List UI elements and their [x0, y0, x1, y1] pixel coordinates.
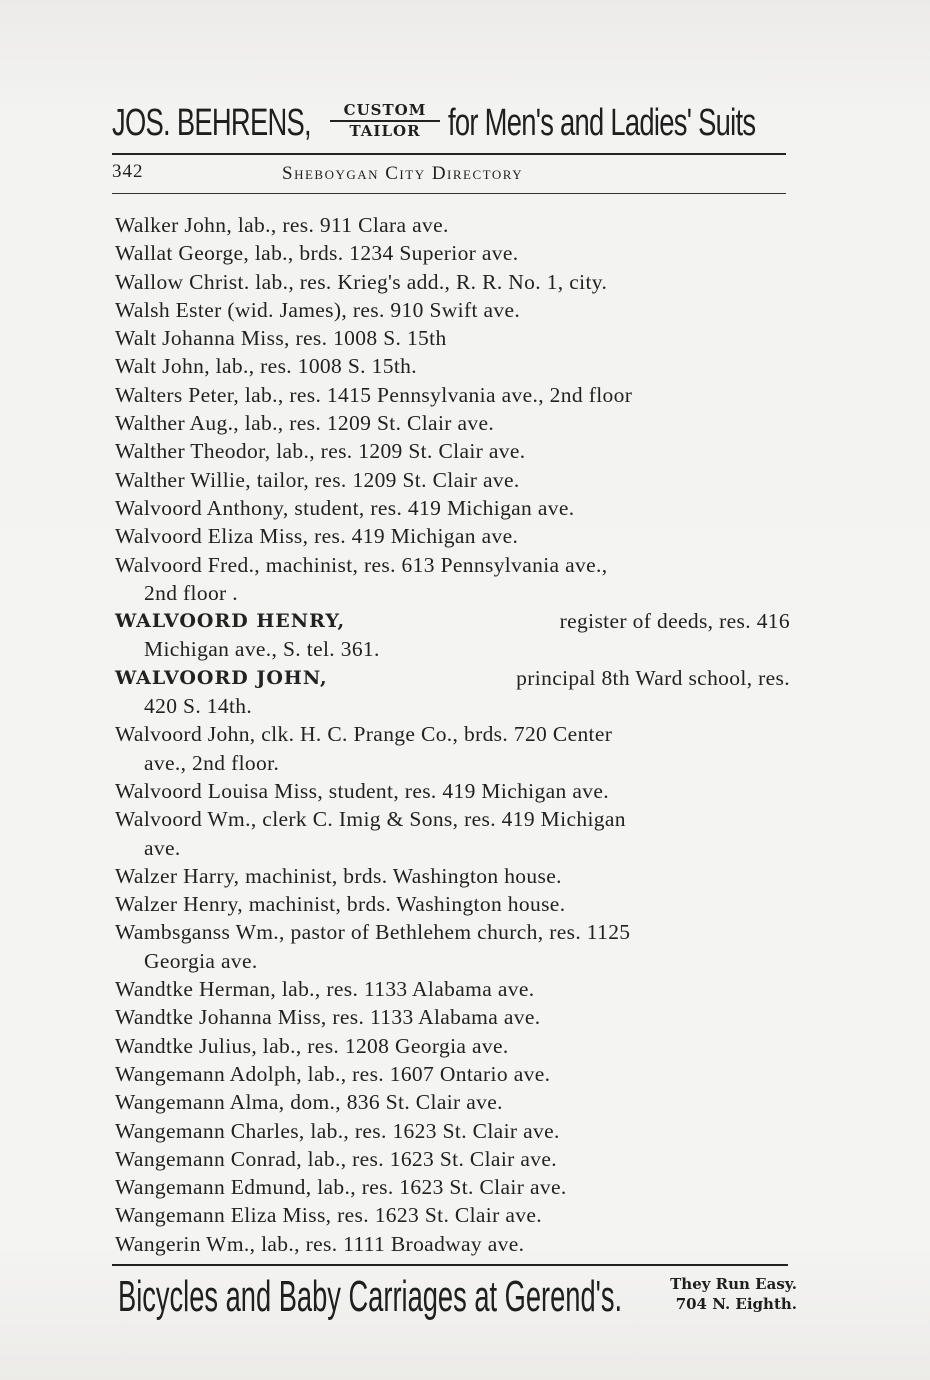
entry-name: Walvoord Wm., [115, 807, 257, 832]
entry-first-line [115, 664, 790, 692]
entry-details: lab., res. 1111 Broadway ave. [261, 1231, 525, 1256]
entry-first-line [115, 779, 609, 803]
header-advertisement [112, 98, 788, 154]
directory-entries [115, 211, 790, 1258]
entry-details: register of deeds, res. 416 [559, 609, 790, 634]
entry-name: Wangerin Wm., [115, 1231, 256, 1256]
entry-details: lab., res. 1623 St. Clair ave. [307, 1146, 557, 1171]
entry-name: Walvoord Eliza [115, 524, 254, 549]
entry-first-line [115, 977, 534, 1001]
entry-name: Walker John, [115, 213, 233, 237]
footer-slogan: Bicycles and Baby Carriages at Gerend's. [118, 1272, 623, 1321]
running-head-rule [112, 193, 786, 194]
directory-entry [115, 1003, 790, 1031]
footer-side-line-1: They Run Easy. [670, 1275, 797, 1293]
directory-entry [115, 1230, 790, 1258]
directory-entry [115, 522, 790, 550]
entry-name: WALVOORD JOHN, [115, 666, 328, 689]
directory-entry [115, 720, 790, 777]
entry-first-line [115, 241, 519, 265]
entry-details: lab., res. 1208 Georgia ave. [262, 1033, 509, 1058]
tailor-label: TAILOR [349, 122, 421, 140]
entry-details: lab., brds. 1234 Superior ave. [254, 241, 519, 266]
entry-name: Wandtke Julius, [115, 1033, 258, 1058]
entry-first-line [115, 864, 562, 888]
directory-entry [115, 466, 790, 494]
entry-name: Walvoord John, [115, 722, 256, 747]
directory-entry [115, 1032, 790, 1060]
directory-entry [115, 352, 790, 380]
entry-first-line [115, 1175, 567, 1199]
entry-first-line [115, 607, 790, 635]
entry-details: student, res. 419 Michigan ave. [294, 495, 575, 520]
entry-details: lab., res. Krieg's add., R. R. No. 1, city. [255, 269, 608, 294]
running-head [112, 161, 786, 187]
entry-name: Wallow Christ. [115, 269, 250, 294]
directory-entry [115, 551, 790, 608]
directory-entry [115, 1201, 790, 1229]
directory-entry [115, 296, 790, 324]
entry-continuation: ave. [144, 835, 181, 860]
entry-continuation: Michigan ave., S. tel. 361. [144, 637, 380, 662]
entry-name: Wangemann Charles, [115, 1118, 305, 1143]
custom-tailor-stack [330, 101, 440, 141]
entry-name: Wandtke Herman, [115, 977, 277, 1002]
entry-first-line [115, 354, 417, 378]
entry-name: Wangemann Conrad, [115, 1146, 302, 1171]
entry-details: lab., res. 1209 St. Clair ave. [244, 411, 495, 436]
entry-details: clk. H. C. Prange Co., brds. 720 Center [261, 722, 613, 747]
entry-details: Miss, res. 1133 Alabama ave. [277, 1005, 541, 1030]
entry-name: Wandtke Johanna [115, 1005, 272, 1030]
entry-details: Miss, student, res. 419 Michigan ave. [274, 778, 609, 803]
entry-name: Walters Peter, [115, 382, 240, 407]
entry-first-line [115, 411, 494, 435]
entry-details: lab., res. 1607 Ontario ave. [307, 1061, 551, 1086]
directory-entry [115, 437, 790, 465]
directory-entry [115, 1060, 790, 1088]
entry-details: lab., res. 1623 St. Clair ave. [310, 1118, 560, 1143]
directory-entry [115, 805, 790, 862]
entry-first-line [115, 892, 565, 916]
entry-first-line [115, 553, 607, 577]
entry-details: lab., res. 1008 S. 15th. [215, 354, 417, 379]
entry-first-line [115, 1090, 503, 1114]
directory-entry [115, 324, 790, 352]
entry-first-line [115, 1232, 524, 1256]
directory-entry [115, 890, 790, 918]
entry-first-line [115, 1034, 509, 1058]
entry-name: Walther Aug., [115, 411, 240, 436]
footer-rule [112, 1264, 788, 1266]
entry-first-line [115, 1005, 540, 1029]
entry-first-line [115, 1147, 557, 1171]
entry-first-line [115, 807, 626, 831]
entry-name: Walvoord Anthony, [115, 495, 289, 520]
entry-name: Walvoord Fred., [115, 552, 261, 577]
directory-entry [115, 607, 790, 664]
directory-entry [115, 268, 790, 296]
entry-details: machinist, brds. Washington house. [248, 892, 566, 917]
entry-continuation: ave., 2nd floor. [144, 750, 280, 775]
entry-details: machinist, brds. Washington house. [245, 863, 562, 888]
entry-details: principal 8th Ward school, res. [516, 665, 790, 690]
directory-entry [115, 918, 790, 975]
directory-entry [115, 239, 790, 267]
entry-details: dom., 836 St. Clair ave. [290, 1090, 503, 1115]
entry-name: Walther Theodor, [115, 439, 271, 464]
entry-first-line [115, 298, 520, 322]
entry-first-line [115, 524, 518, 548]
entry-first-line [115, 496, 575, 520]
entry-first-line [115, 270, 607, 294]
directory-entry [115, 1145, 790, 1173]
entry-name: Walt Johanna [115, 326, 236, 351]
header-rule [112, 153, 786, 155]
entry-name: WALVOORD HENRY, [115, 610, 346, 633]
entry-details: Miss, res. 1008 S. 15th [240, 326, 447, 351]
entry-details: tailor, res. 1209 St. Clair ave. [256, 467, 520, 492]
custom-label: CUSTOM [330, 101, 440, 122]
entry-name: Wangemann Eliza [115, 1203, 277, 1228]
page-number: 342 [112, 161, 144, 182]
entry-first-line [115, 1062, 550, 1086]
entry-name: Walsh Ester [115, 297, 222, 322]
entry-first-line [115, 383, 632, 407]
entry-continuation: 420 S. 14th. [144, 694, 253, 719]
entry-first-line [115, 1119, 560, 1143]
directory-title: Sheboygan City Directory [282, 163, 524, 184]
entry-name: Walzer Harry, [115, 863, 240, 888]
entry-name: Wangemann Edmund, [115, 1175, 312, 1200]
entry-details: (wid. James), res. 910 Swift ave. [227, 297, 521, 322]
entry-name: Walther Willie, [115, 467, 251, 492]
directory-entry [115, 409, 790, 437]
directory-entry [115, 975, 790, 1003]
entry-details: machinist, res. 613 Pennsylvania ave., [265, 552, 608, 577]
entry-details: Miss, res. 1623 St. Clair ave. [282, 1203, 542, 1228]
entry-name: Wangemann Alma, [115, 1090, 285, 1115]
footer-advertisement [112, 1264, 797, 1324]
entry-continuation: Georgia ave. [144, 948, 258, 973]
entry-continuation: 2nd floor . [144, 580, 239, 605]
entry-details: lab., res. 1133 Alabama ave. [281, 977, 535, 1002]
entry-first-line [115, 722, 612, 746]
entry-first-line [115, 468, 520, 492]
entry-details: pastor of Bethlehem church, res. 1125 [290, 920, 631, 945]
advertiser-name: JOS. BEHRENS, [112, 102, 311, 144]
entry-name: Wallat George, [115, 241, 250, 266]
directory-entry [115, 862, 790, 890]
directory-entry [115, 1173, 790, 1201]
directory-entry [115, 494, 790, 522]
entry-name: Walzer Henry, [115, 892, 243, 917]
directory-entry [115, 1088, 790, 1116]
entry-first-line [115, 1203, 542, 1227]
footer-side-text [637, 1274, 797, 1314]
entry-first-line [115, 920, 630, 944]
entry-details: clerk C. Imig & Sons, res. 419 Michigan [262, 807, 626, 832]
entry-first-line [115, 213, 449, 237]
directory-entry [115, 211, 790, 239]
directory-entry [115, 664, 790, 721]
entry-first-line [115, 439, 526, 463]
entry-details: lab., res. 1415 Pennsylvania ave., 2nd floor [244, 382, 633, 407]
directory-entry [115, 381, 790, 409]
entry-details: lab., res. 1623 St. Clair ave. [317, 1175, 567, 1200]
entry-name: Wambsganss Wm., [115, 920, 285, 945]
directory-entry [115, 1117, 790, 1145]
footer-side-line-2: 704 N. Eighth. [675, 1295, 797, 1313]
directory-entry [115, 777, 790, 805]
entry-name: Walt John, [115, 354, 210, 379]
entry-first-line [115, 326, 447, 350]
entry-details: lab., res. 911 Clara ave. [237, 213, 449, 237]
entry-details: Miss, res. 419 Michigan ave. [259, 524, 519, 549]
suits-slogan: for Men's and Ladies' Suits [448, 102, 756, 144]
entry-name: Walvoord Louisa [115, 778, 269, 803]
entry-details: lab., res. 1209 St. Clair ave. [276, 439, 526, 464]
entry-name: Wangemann Adolph, [115, 1061, 302, 1086]
